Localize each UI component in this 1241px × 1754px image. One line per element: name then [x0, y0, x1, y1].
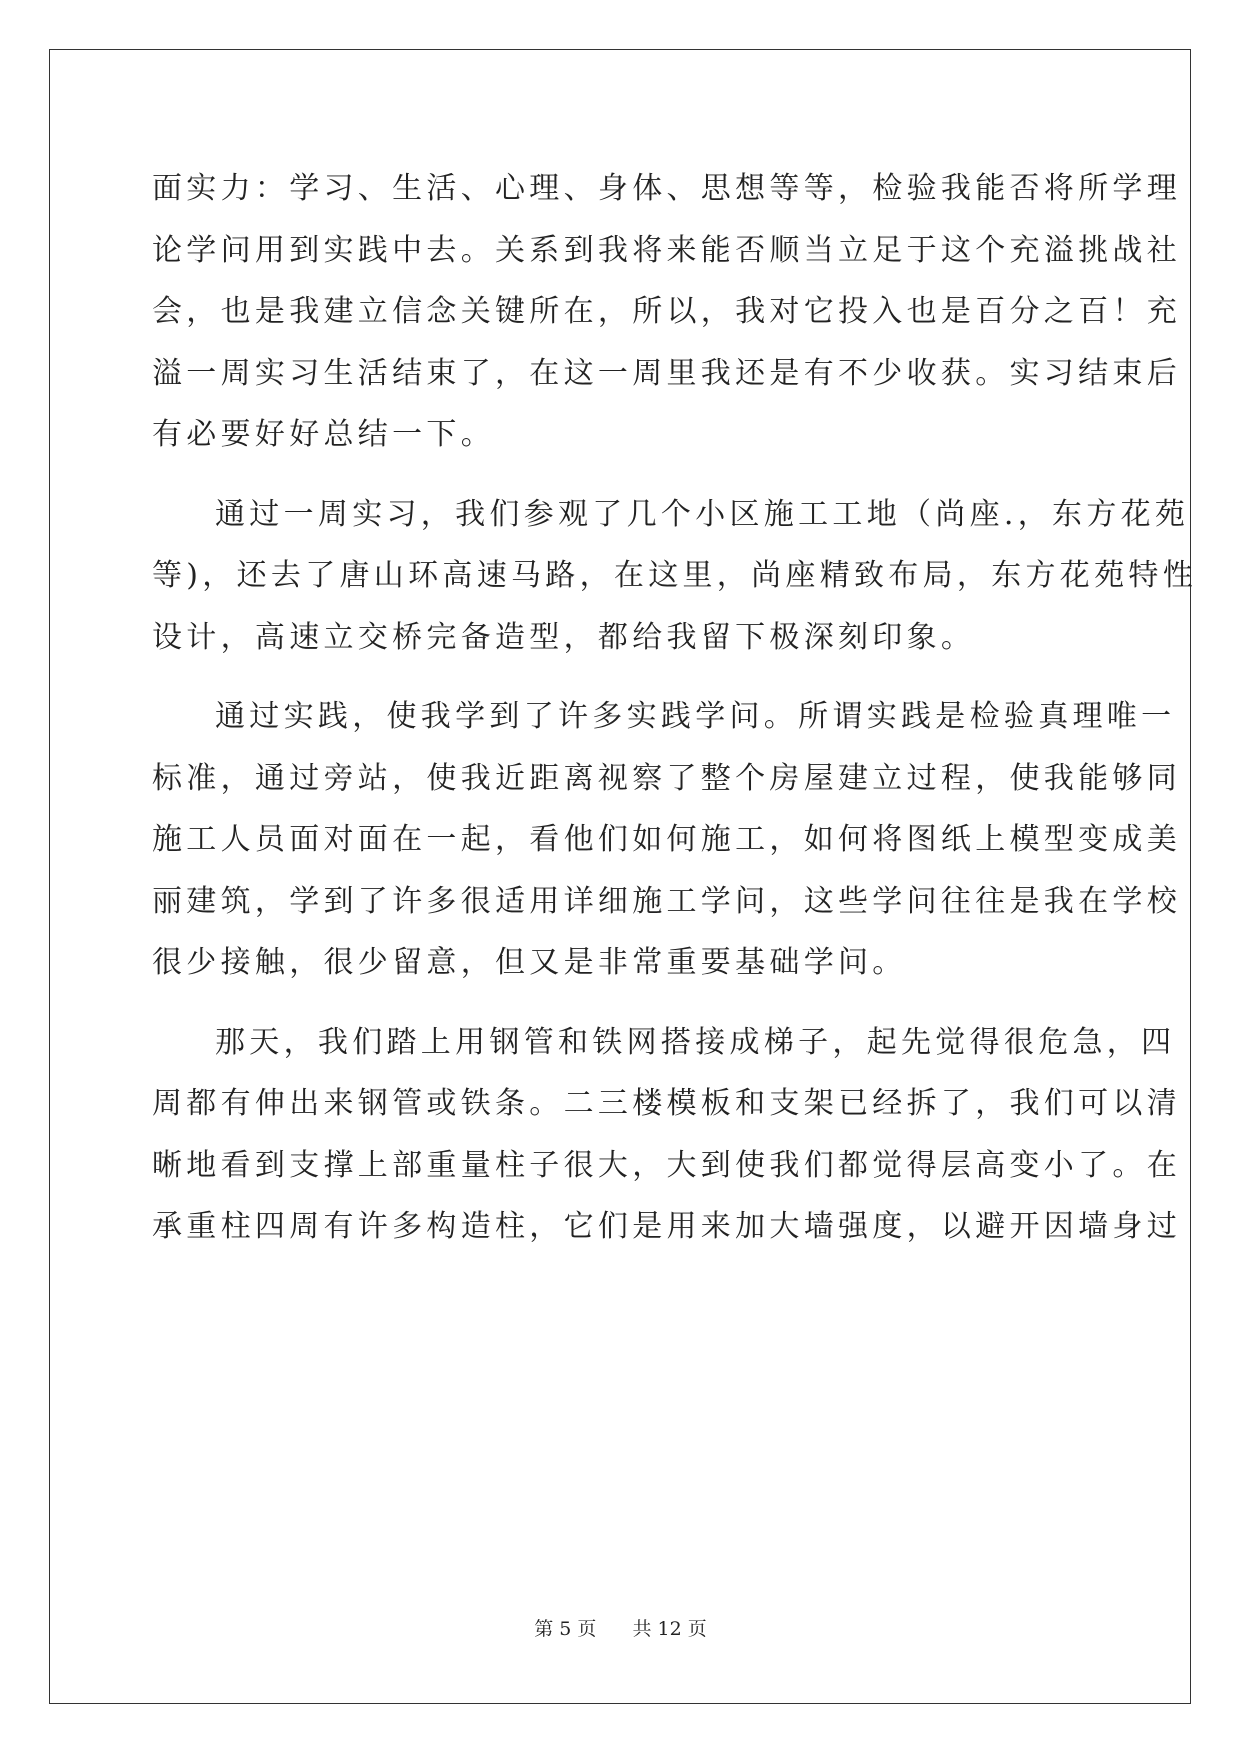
- text-line: 承重柱四周有许多构造柱，它们是用来加大墙强度，以避开因墙身过: [152, 1209, 1181, 1244]
- text-line: 很少接触，很少留意，但又是非常重要基础学问。: [152, 945, 907, 980]
- text-line: 晰地看到支撑上部重量柱子很大，大到使我们都觉得层高变小了。在: [152, 1147, 1181, 1183]
- paragraph-4: [152, 1012, 1181, 1258]
- text-line: 论学问用到实践中去。关系到我将来能否顺当立足于这个充溢挑战社: [152, 232, 1181, 268]
- document-body: [152, 158, 1198, 1258]
- text-line: 那天，我们踏上用钢管和铁网搭接成梯子，起先觉得很危急，四: [215, 1024, 1176, 1060]
- page-total: 共 12 页: [632, 1618, 707, 1640]
- text-line: 丽建筑，学到了许多很适用详细施工学问，这些学问往往是我在学校: [152, 883, 1181, 919]
- text-line: 等)，还去了唐山环高速马路，在这里，尚座精致布局，东方花苑特性: [152, 558, 1198, 593]
- text-line: 设计，高速立交桥完备造型，都给我留下极深刻印象。: [152, 619, 976, 655]
- text-line: 面实力：学习、生活、心理、身体、思想等等，检验我能否将所学理: [152, 171, 1181, 206]
- text-line: 周都有伸出来钢管或铁条。二三楼模板和支架已经拆了，我们可以清: [152, 1086, 1181, 1121]
- page-number: 第 5 页: [534, 1618, 597, 1640]
- text-line: 有必要好好总结一下。: [152, 417, 495, 452]
- paragraph-3: [152, 686, 1181, 994]
- text-line: 溢一周实习生活结束了，在这一周里我还是有不少收获。实习结束后: [152, 355, 1181, 391]
- text-line: 标准，通过旁站，使我近距离视察了整个房屋建立过程，使我能够同: [152, 760, 1181, 796]
- paragraph-2: [152, 484, 1198, 669]
- text-line: 会，也是我建立信念关键所在，所以，我对它投入也是百分之百！充: [152, 294, 1181, 329]
- text-line: 通过实践，使我学到了许多实践学问。所谓实践是检验真理唯一: [215, 699, 1176, 734]
- text-line: 通过一周实习，我们参观了几个小区施工工地（尚座.，东方花苑: [215, 496, 1190, 532]
- text-line: 施工人员面对面在一起，看他们如何施工，如何将图纸上模型变成美: [152, 822, 1181, 857]
- paragraph-1: [152, 158, 1181, 466]
- page-footer: [0, 1614, 1241, 1641]
